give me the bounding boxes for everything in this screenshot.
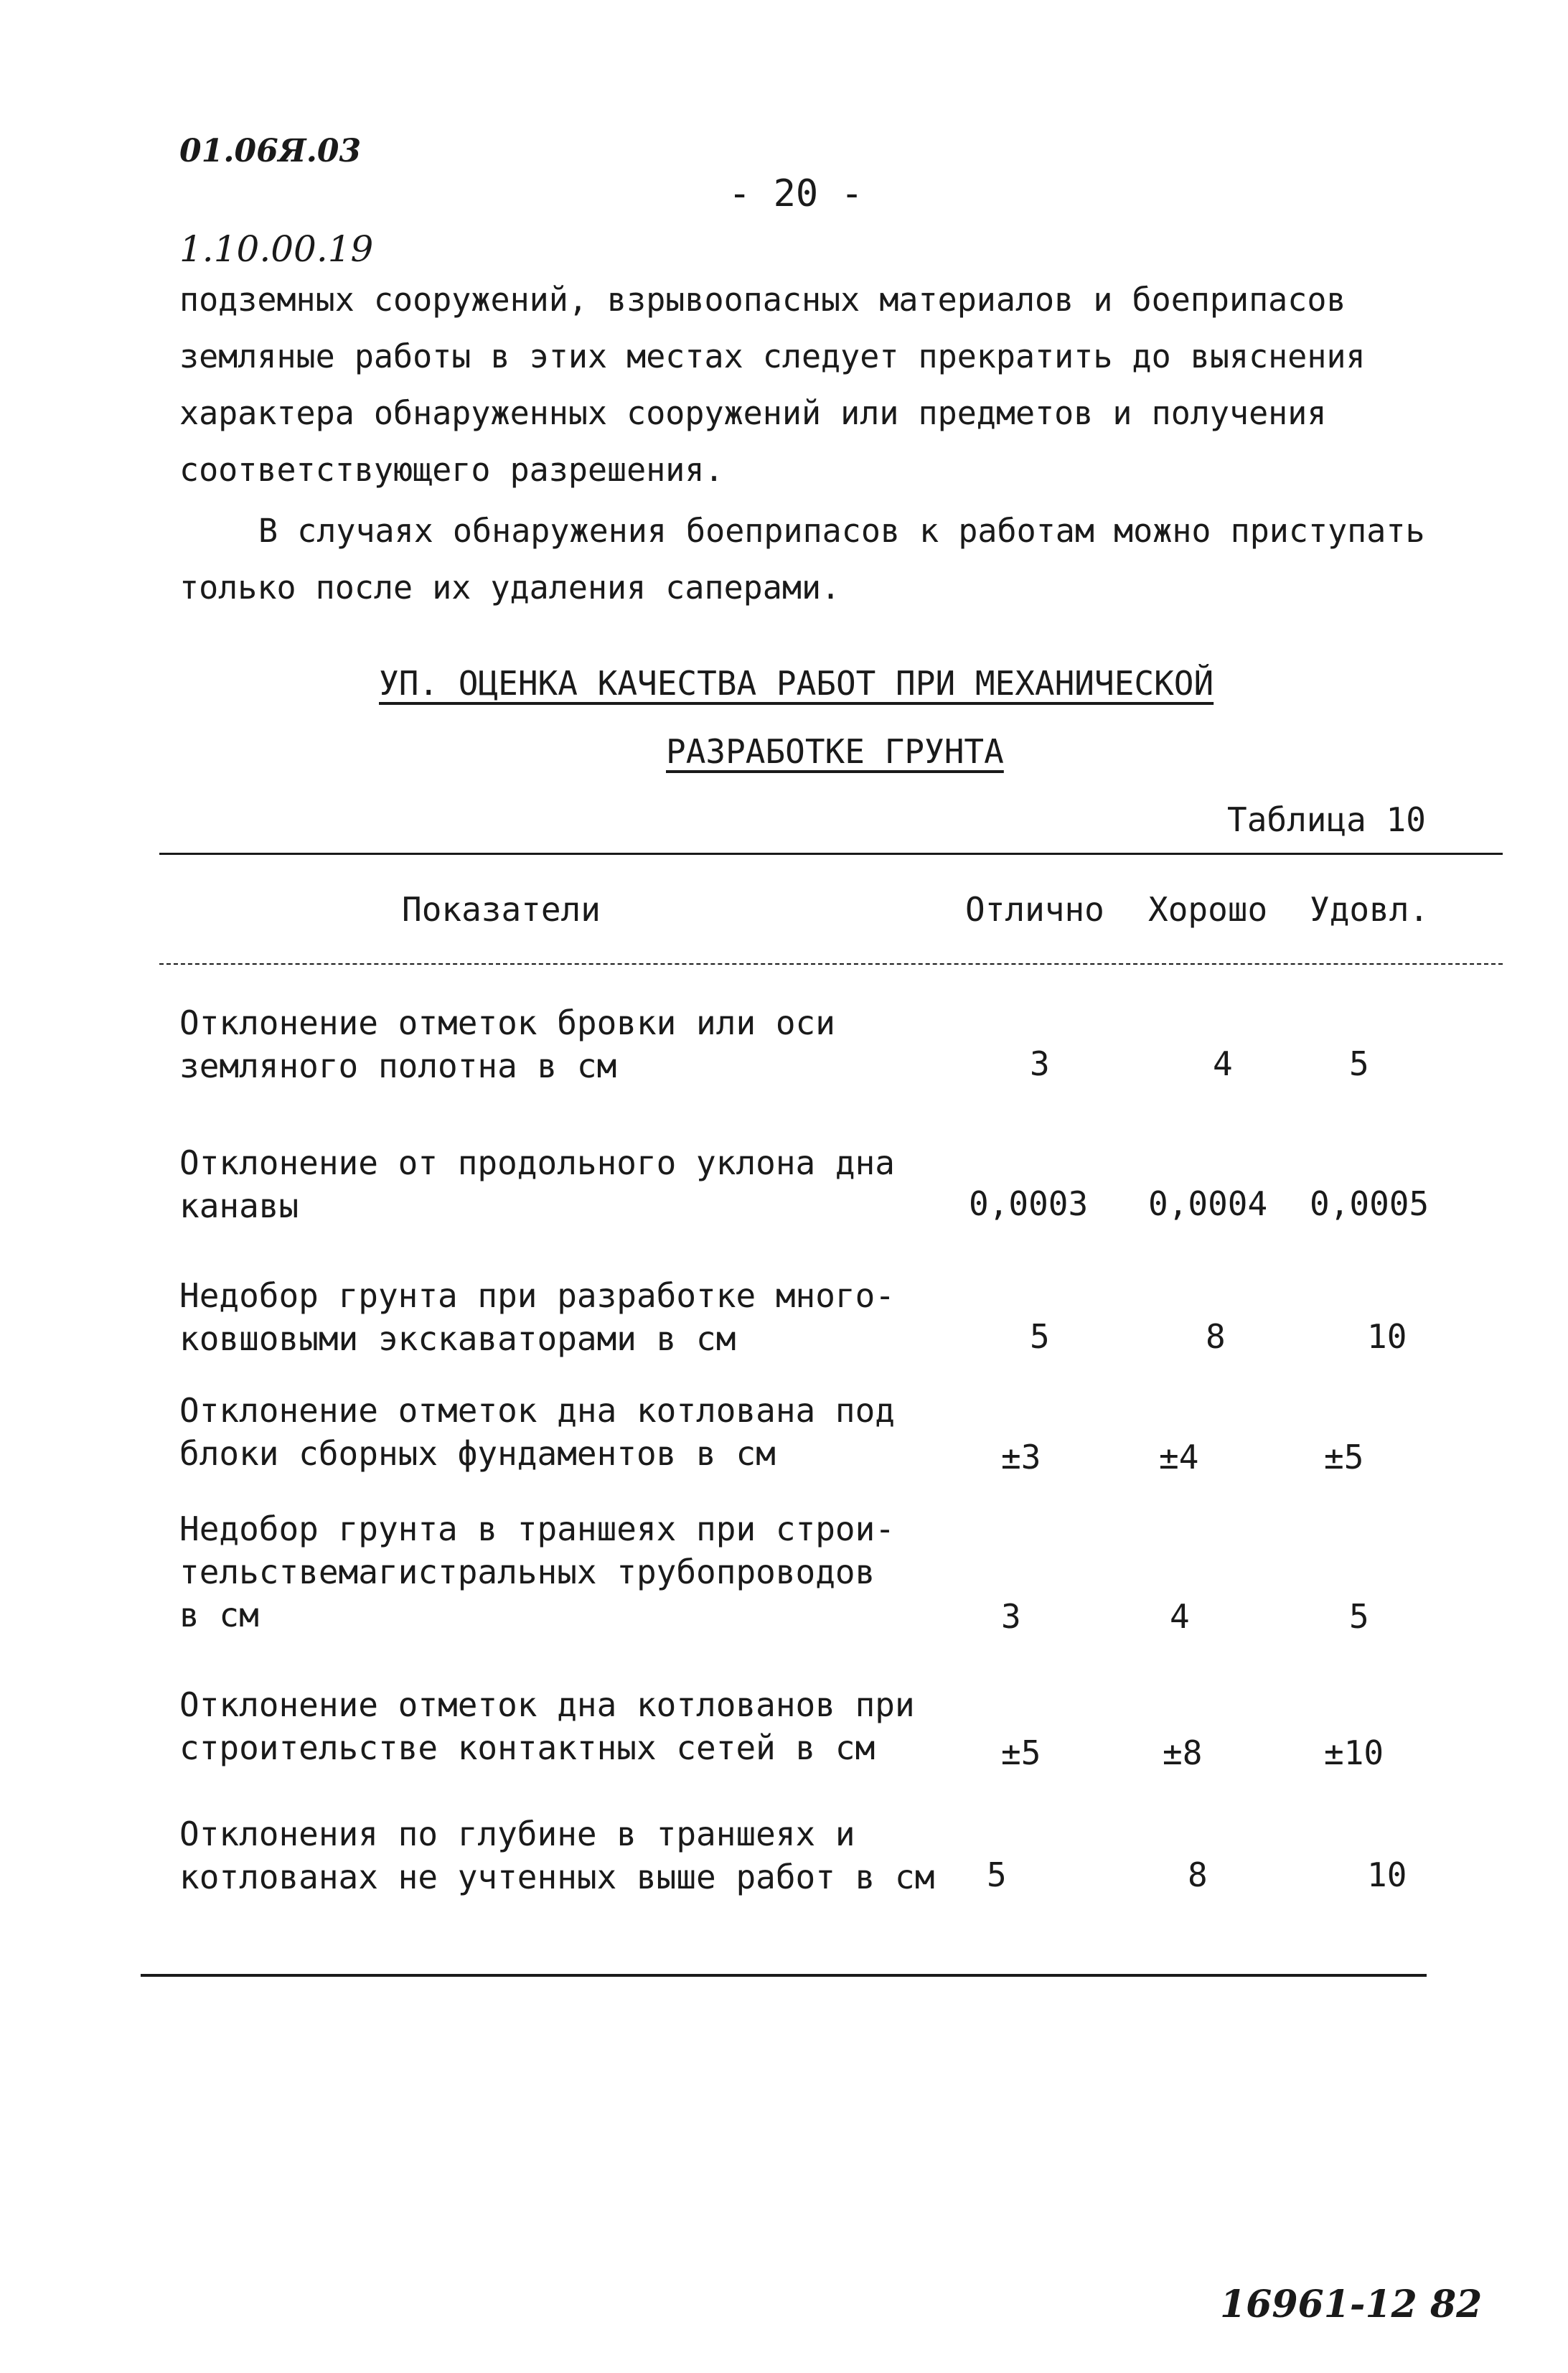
cell-satisfactory: ±10 — [1324, 1733, 1384, 1772]
row-label-line: Отклонения по глубине в траншеях и — [179, 1815, 855, 1853]
document-code-top: 01.06Я.03 — [179, 133, 362, 169]
table-row-label — [179, 1274, 895, 1360]
cell-good: 4 — [1170, 1597, 1190, 1636]
row-label-line: тельствемагистральных трубопроводов — [179, 1553, 875, 1591]
cell-satisfactory: 5 — [1349, 1044, 1369, 1083]
table-header-rule — [159, 963, 1503, 965]
cell-excellent: 5 — [1030, 1317, 1050, 1356]
cell-good: 8 — [1206, 1317, 1226, 1356]
cell-excellent: 5 — [987, 1855, 1007, 1894]
row-label-line: земляного полотна в см — [179, 1047, 617, 1085]
cell-good: ±8 — [1163, 1733, 1203, 1772]
row-label-line: в см — [179, 1596, 259, 1634]
text-line: подземных сооружений, взрывоопасных материалов и боеприпасов — [179, 281, 1346, 319]
cell-excellent: ±3 — [1001, 1438, 1041, 1476]
table-top-rule — [159, 853, 1503, 855]
row-label-line: канавы — [179, 1186, 299, 1225]
table-row-label — [179, 1001, 835, 1087]
column-header-excellent: Отлично — [965, 890, 1104, 929]
cell-excellent: 0,0003 — [969, 1184, 1089, 1223]
text-line: только после их удаления саперами. — [179, 568, 841, 607]
cell-good: 4 — [1213, 1044, 1233, 1083]
table-row-label — [179, 1507, 895, 1637]
paragraph-ammunition — [179, 502, 1478, 616]
table-row-label — [179, 1141, 895, 1227]
row-label-line: блоки сборных фундаментов в см — [179, 1434, 776, 1473]
column-header-indicator: Показатели — [402, 890, 601, 929]
cell-good: ±4 — [1159, 1438, 1199, 1476]
footer-document-number: 16961-12 82 — [1220, 2283, 1483, 2326]
table-bottom-rule — [141, 1974, 1427, 1977]
document-code-secondary: 1.10.00.19 — [179, 228, 374, 270]
row-label-line: Недобор грунта при разработке много- — [179, 1276, 895, 1315]
table-row-label — [179, 1389, 895, 1475]
text-line: земляные работы в этих местах следует прекратить до выяснения — [179, 337, 1366, 375]
row-label-line: строительстве контактных сетей в см — [179, 1728, 875, 1767]
row-label-line: котлованах не учтенных выше работ в см — [179, 1858, 935, 1896]
cell-excellent: ±5 — [1001, 1733, 1041, 1772]
cell-excellent: 3 — [1030, 1044, 1050, 1083]
table-row-label — [179, 1683, 915, 1769]
row-label-line: Отклонение отметок бровки или оси — [179, 1003, 835, 1042]
cell-satisfactory: 10 — [1367, 1317, 1407, 1356]
cell-satisfactory: 10 — [1367, 1855, 1407, 1894]
cell-satisfactory: 5 — [1349, 1597, 1369, 1636]
cell-satisfactory: 0,0005 — [1310, 1184, 1429, 1223]
paragraph-continuation — [179, 271, 1478, 498]
cell-good: 8 — [1188, 1855, 1208, 1894]
text-line: характера обнаруженных сооружений или предметов и получения — [179, 394, 1327, 432]
row-label-line: ковшовыми экскаваторами в см — [179, 1319, 736, 1358]
table-row-label — [179, 1812, 934, 1899]
text-line: соответствующего разрешения. — [179, 451, 724, 489]
row-label-line: Недобор грунта в траншеях при строи- — [179, 1510, 895, 1548]
text-line: В случаях обнаружения боеприпасов к работам можно приступать — [258, 512, 1425, 550]
row-label-line: Отклонение отметок дна котлована под — [179, 1391, 895, 1430]
cell-excellent: 3 — [1001, 1597, 1021, 1636]
column-header-good: Хорошо — [1148, 890, 1268, 929]
row-label-line: Отклонение от продольного уклона дна — [179, 1143, 895, 1182]
column-header-satisfactory: Удовл. — [1310, 890, 1429, 929]
section-heading-line-2: РАЗРАБОТКЕ ГРУНТА — [666, 732, 1004, 771]
page-number: - 20 - — [728, 172, 863, 215]
table-caption: Таблица 10 — [1227, 800, 1426, 839]
section-heading-line-1: УП. ОЦЕНКА КАЧЕСТВА РАБОТ ПРИ МЕХАНИЧЕСКОЙ — [379, 664, 1214, 703]
cell-satisfactory: ±5 — [1324, 1438, 1364, 1476]
row-label-line: Отклонение отметок дна котлованов при — [179, 1685, 915, 1724]
cell-good: 0,0004 — [1148, 1184, 1268, 1223]
